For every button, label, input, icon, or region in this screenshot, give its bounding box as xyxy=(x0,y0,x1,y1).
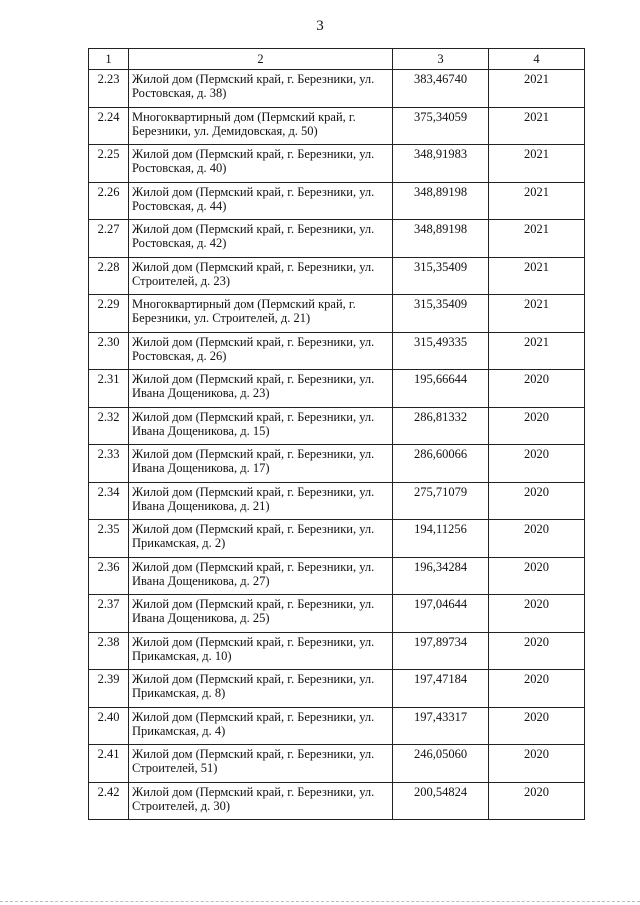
table-row xyxy=(89,295,585,333)
object-value: 315,49335 xyxy=(393,332,489,370)
table-row xyxy=(89,70,585,108)
table-row xyxy=(89,257,585,295)
object-value: 383,46740 xyxy=(393,70,489,108)
registry-table xyxy=(88,48,585,820)
object-name: Жилой дом (Пермский край, г. Березники, ул. Прикамская, д. 4) xyxy=(129,707,393,745)
object-name: Жилой дом (Пермский край, г. Березники, ул. Строителей, д. 30) xyxy=(129,782,393,820)
table-row xyxy=(89,482,585,520)
object-value: 315,35409 xyxy=(393,257,489,295)
row-number: 2.42 xyxy=(89,782,129,820)
page-number: 3 xyxy=(316,18,324,34)
object-name: Многоквартирный дом (Пермский край, г. Березники, ул. Строителей, д. 21) xyxy=(129,295,393,333)
object-year: 2020 xyxy=(489,782,585,820)
table-row xyxy=(89,557,585,595)
row-number: 2.39 xyxy=(89,670,129,708)
object-year: 2021 xyxy=(489,332,585,370)
table-row xyxy=(89,520,585,558)
object-value: 348,89198 xyxy=(393,182,489,220)
table-row xyxy=(89,782,585,820)
table-row xyxy=(89,707,585,745)
row-number: 2.36 xyxy=(89,557,129,595)
object-value: 197,04644 xyxy=(393,595,489,633)
object-name: Жилой дом (Пермский край, г. Березники, ул. Ивана Дощеникова, д. 23) xyxy=(129,370,393,408)
object-name: Жилой дом (Пермский край, г. Березники, ул. Строителей, д. 23) xyxy=(129,257,393,295)
object-name: Жилой дом (Пермский край, г. Березники, ул. Прикамская, д. 2) xyxy=(129,520,393,558)
object-name: Жилой дом (Пермский край, г. Березники, ул. Прикамская, д. 10) xyxy=(129,632,393,670)
table-row xyxy=(89,182,585,220)
object-year: 2020 xyxy=(489,670,585,708)
object-value: 375,34059 xyxy=(393,107,489,145)
column-header-2: 2 xyxy=(129,49,393,70)
row-number: 2.35 xyxy=(89,520,129,558)
object-name: Жилой дом (Пермский край, г. Березники, ул. Ростовская, д. 38) xyxy=(129,70,393,108)
object-year: 2021 xyxy=(489,182,585,220)
row-number: 2.24 xyxy=(89,107,129,145)
object-name: Жилой дом (Пермский край, г. Березники, ул. Ростовская, д. 42) xyxy=(129,220,393,258)
object-year: 2020 xyxy=(489,707,585,745)
object-value: 286,81332 xyxy=(393,407,489,445)
row-number: 2.40 xyxy=(89,707,129,745)
object-value: 197,47184 xyxy=(393,670,489,708)
object-year: 2020 xyxy=(489,407,585,445)
scan-edge-line xyxy=(0,901,640,902)
row-number: 2.33 xyxy=(89,445,129,483)
object-year: 2021 xyxy=(489,145,585,183)
column-header-4: 4 xyxy=(489,49,585,70)
object-year: 2020 xyxy=(489,445,585,483)
row-number: 2.26 xyxy=(89,182,129,220)
table-row xyxy=(89,332,585,370)
table-row xyxy=(89,595,585,633)
object-name: Жилой дом (Пермский край, г. Березники, ул. Строителей, 51) xyxy=(129,745,393,783)
table-body xyxy=(89,70,585,820)
table-row xyxy=(89,370,585,408)
object-year: 2021 xyxy=(489,295,585,333)
object-name: Жилой дом (Пермский край, г. Березники, ул. Ивана Дощеникова, д. 21) xyxy=(129,482,393,520)
object-name: Жилой дом (Пермский край, г. Березники, ул. Ростовская, д. 44) xyxy=(129,182,393,220)
object-name: Жилой дом (Пермский край, г. Березники, ул. Ивана Дощеникова, д. 25) xyxy=(129,595,393,633)
object-value: 200,54824 xyxy=(393,782,489,820)
row-number: 2.38 xyxy=(89,632,129,670)
row-number: 2.27 xyxy=(89,220,129,258)
object-year: 2021 xyxy=(489,220,585,258)
object-value: 197,89734 xyxy=(393,632,489,670)
table-row xyxy=(89,670,585,708)
object-year: 2020 xyxy=(489,632,585,670)
object-year: 2020 xyxy=(489,370,585,408)
object-name: Жилой дом (Пермский край, г. Березники, ул. Ивана Дощеникова, д. 15) xyxy=(129,407,393,445)
row-number: 2.34 xyxy=(89,482,129,520)
object-value: 197,43317 xyxy=(393,707,489,745)
column-header-1: 1 xyxy=(89,49,129,70)
object-name: Жилой дом (Пермский край, г. Березники, ул. Ростовская, д. 40) xyxy=(129,145,393,183)
column-header-3: 3 xyxy=(393,49,489,70)
object-year: 2020 xyxy=(489,520,585,558)
object-year: 2021 xyxy=(489,70,585,108)
object-name: Многоквартирный дом (Пермский край, г. Березники, ул. Демидовская, д. 50) xyxy=(129,107,393,145)
object-year: 2021 xyxy=(489,107,585,145)
table-row xyxy=(89,220,585,258)
object-value: 246,05060 xyxy=(393,745,489,783)
row-number: 2.31 xyxy=(89,370,129,408)
row-number: 2.25 xyxy=(89,145,129,183)
object-value: 275,71079 xyxy=(393,482,489,520)
object-value: 196,34284 xyxy=(393,557,489,595)
row-number: 2.37 xyxy=(89,595,129,633)
table-row xyxy=(89,407,585,445)
object-year: 2020 xyxy=(489,595,585,633)
object-name: Жилой дом (Пермский край, г. Березники, ул. Ивана Дощеникова, д. 27) xyxy=(129,557,393,595)
object-year: 2020 xyxy=(489,482,585,520)
object-value: 195,66644 xyxy=(393,370,489,408)
row-number: 2.32 xyxy=(89,407,129,445)
object-name: Жилой дом (Пермский край, г. Березники, ул. Ивана Дощеникова, д. 17) xyxy=(129,445,393,483)
table-row xyxy=(89,632,585,670)
object-value: 348,91983 xyxy=(393,145,489,183)
object-year: 2020 xyxy=(489,557,585,595)
row-number: 2.41 xyxy=(89,745,129,783)
object-value: 348,89198 xyxy=(393,220,489,258)
object-year: 2021 xyxy=(489,257,585,295)
object-value: 315,35409 xyxy=(393,295,489,333)
table-header-row xyxy=(89,49,585,70)
object-year: 2020 xyxy=(489,745,585,783)
table-row xyxy=(89,107,585,145)
object-name: Жилой дом (Пермский край, г. Березники, ул. Ростовская, д. 26) xyxy=(129,332,393,370)
object-name: Жилой дом (Пермский край, г. Березники, ул. Прикамская, д. 8) xyxy=(129,670,393,708)
table-row xyxy=(89,145,585,183)
object-value: 286,60066 xyxy=(393,445,489,483)
table-row xyxy=(89,445,585,483)
table-row xyxy=(89,745,585,783)
row-number: 2.28 xyxy=(89,257,129,295)
row-number: 2.29 xyxy=(89,295,129,333)
row-number: 2.30 xyxy=(89,332,129,370)
object-value: 194,11256 xyxy=(393,520,489,558)
row-number: 2.23 xyxy=(89,70,129,108)
